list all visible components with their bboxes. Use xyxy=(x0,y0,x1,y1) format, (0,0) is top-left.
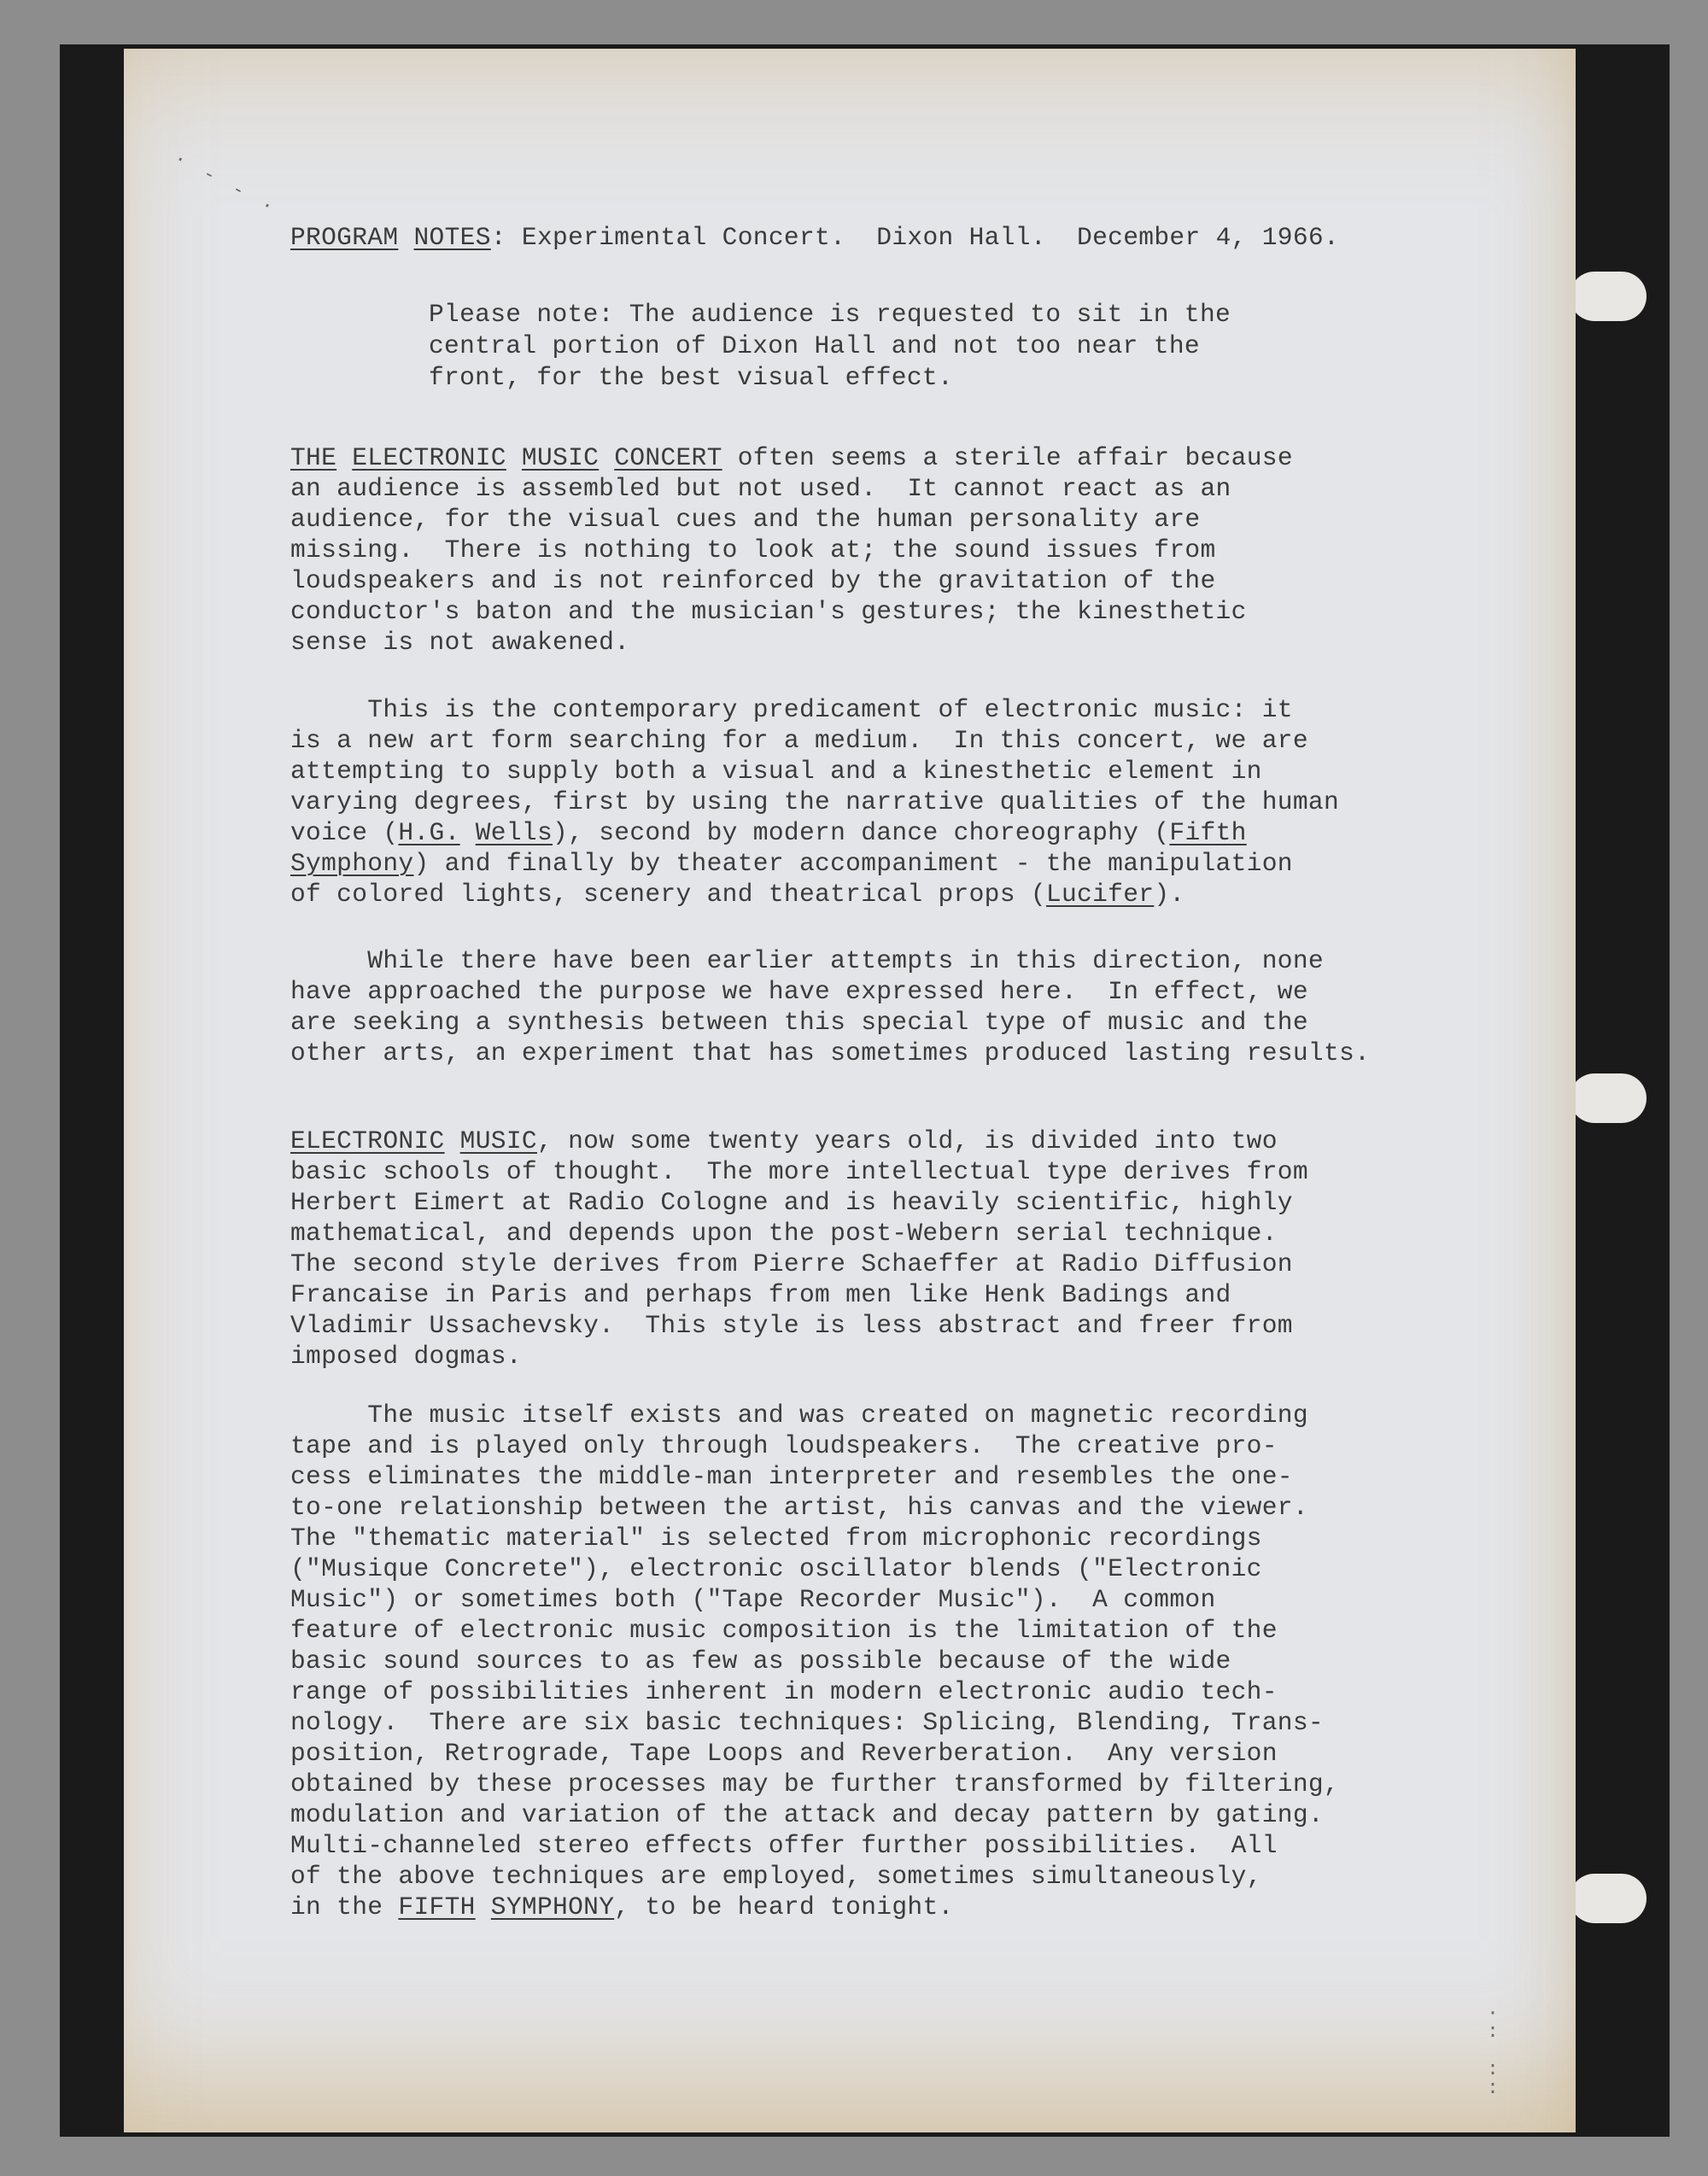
body-line: to-one relationship between the artist, his canvas and the viewer. xyxy=(290,1493,1308,1522)
pencil-mark-bottom-right: · : : : xyxy=(1487,2003,1499,2099)
body-line: Vladimir Ussachevsky. This style is less abstract and freer from xyxy=(290,1311,1293,1340)
body-line: cess eliminates the middle-man interpreter and resembles the one- xyxy=(290,1462,1293,1491)
work-title-lucifer: Lucifer xyxy=(1045,880,1155,909)
note-line: Please note: The audience is requested to sit in the xyxy=(429,300,1231,329)
body-line: of the above techniques are employed, sometimes simultaneously, xyxy=(290,1862,1262,1891)
body-line: The "thematic material" is selected from microphonic recordings xyxy=(290,1524,1262,1553)
body-line: loudspeakers and is not reinforced by the gravitation of the xyxy=(290,566,1216,595)
heading-word: MUSIC xyxy=(521,443,600,472)
body-line: other arts, an experiment that has sometimes produced lasting results. xyxy=(290,1038,1371,1068)
body-line: feature of electronic music composition is the limitation of the xyxy=(290,1616,1278,1645)
body-line: missing. There is nothing to look at; the sound issues from xyxy=(290,535,1216,564)
heading-word: CONCERT xyxy=(614,443,722,472)
body-line: Multi-channeled stereo effects offer further possibilities. All xyxy=(290,1831,1278,1860)
body-line: are seeking a synthesis between this special type of music and the xyxy=(290,1008,1308,1037)
work-title-hg: H.G. xyxy=(398,818,460,847)
body-line: have approached the purpose we have expressed here. In effect, we xyxy=(290,977,1308,1006)
body-line: Herbert Eimert at Radio Cologne and is heavily scientific, highly xyxy=(290,1188,1293,1217)
body-line: basic sound sources to as few as possible because of the wide xyxy=(290,1647,1231,1676)
body-line: While there have been earlier attempts in this direction, none xyxy=(290,946,1324,975)
header-label-notes: NOTES xyxy=(413,223,491,252)
heading-word: MUSIC xyxy=(459,1126,537,1155)
program-notes-header: PROGRAM NOTES: Experimental Concert. Dixon Hall. December 4, 1966. xyxy=(290,223,1340,252)
body-line: Symphony) and finally by theater accompaniment - the manipulation xyxy=(290,849,1293,878)
header-label-program: PROGRAM xyxy=(290,223,399,252)
body-line: This is the contemporary predicament of electronic music: it xyxy=(290,695,1293,724)
document-page xyxy=(124,49,1576,2132)
body-line: The second style derives from Pierre Schaeffer at Radio Diffusion xyxy=(290,1249,1293,1278)
body-line: Music") or sometimes both ("Tape Recorder Music"). A common xyxy=(290,1585,1216,1614)
punch-hole-middle xyxy=(1570,1073,1647,1123)
heading-word: ELECTRONIC xyxy=(352,443,506,472)
pencil-mark-top-left: · - - · xyxy=(170,147,282,221)
body-line: voice (H.G. Wells), second by modern dance choreography (Fifth xyxy=(290,818,1247,847)
body-line: position, Retrograde, Tape Loops and Reverberation. Any version xyxy=(290,1739,1278,1768)
body-line: ("Musique Concrete"), electronic oscillator blends ("Electronic xyxy=(290,1554,1262,1583)
work-title-fifth: Fifth xyxy=(1169,818,1247,847)
body-line: sense is not awakened. xyxy=(290,628,630,657)
body-line: Francaise in Paris and perhaps from men like Henk Badings and xyxy=(290,1280,1231,1309)
body-line: varying degrees, first by using the narrative qualities of the human xyxy=(290,787,1340,816)
heading-word: THE xyxy=(290,443,337,472)
body-line: basic schools of thought. The more intellectual type derives from xyxy=(290,1157,1308,1186)
section-heading-line: THE ELECTRONIC MUSIC CONCERT often seems a sterile affair because xyxy=(290,443,1293,472)
body-line: nology. There are six basic techniques: Splicing, Blending, Trans- xyxy=(290,1708,1324,1737)
body-line: imposed dogmas. xyxy=(290,1342,522,1371)
body-line: tape and is played only through loudspeakers. The creative pro- xyxy=(290,1431,1278,1460)
body-line: range of possibilities inherent in modern electronic audio tech- xyxy=(290,1677,1278,1706)
work-title-fifth: FIFTH xyxy=(398,1892,476,1922)
body-line: modulation and variation of the attack and decay pattern by gating. xyxy=(290,1800,1324,1829)
note-line: front, for the best visual effect. xyxy=(429,363,954,392)
body-line: audience, for the visual cues and the human personality are xyxy=(290,505,1201,534)
work-title-symphony: Symphony xyxy=(290,849,414,878)
body-line: an audience is assembled but not used. It cannot react as an xyxy=(290,474,1231,503)
section-heading-line: ELECTRONIC MUSIC, now some twenty years old, is divided into two xyxy=(290,1126,1278,1155)
body-line: conductor's baton and the musician's gestures; the kinesthetic xyxy=(290,597,1247,626)
work-title-symphony: SYMPHONY xyxy=(490,1892,615,1922)
body-line: in the FIFTH SYMPHONY, to be heard tonight. xyxy=(290,1892,954,1922)
body-line: obtained by these processes may be further transformed by filtering, xyxy=(290,1769,1340,1799)
body-line: of colored lights, scenery and theatrical props (Lucifer). xyxy=(290,880,1185,909)
note-line: central portion of Dixon Hall and not too near the xyxy=(429,331,1200,360)
header-title: Experimental Concert. Dixon Hall. December 4, 1966. xyxy=(506,223,1340,252)
body-line: The music itself exists and was created on magnetic recording xyxy=(290,1401,1308,1430)
body-line: attempting to supply both a visual and a kinesthetic element in xyxy=(290,757,1262,786)
heading-word: ELECTRONIC xyxy=(290,1126,445,1155)
body-line: is a new art form searching for a medium. In this concert, we are xyxy=(290,726,1308,755)
work-title-wells: Wells xyxy=(475,818,553,847)
body-line: mathematical, and depends upon the post-Webern serial technique. xyxy=(290,1219,1278,1248)
